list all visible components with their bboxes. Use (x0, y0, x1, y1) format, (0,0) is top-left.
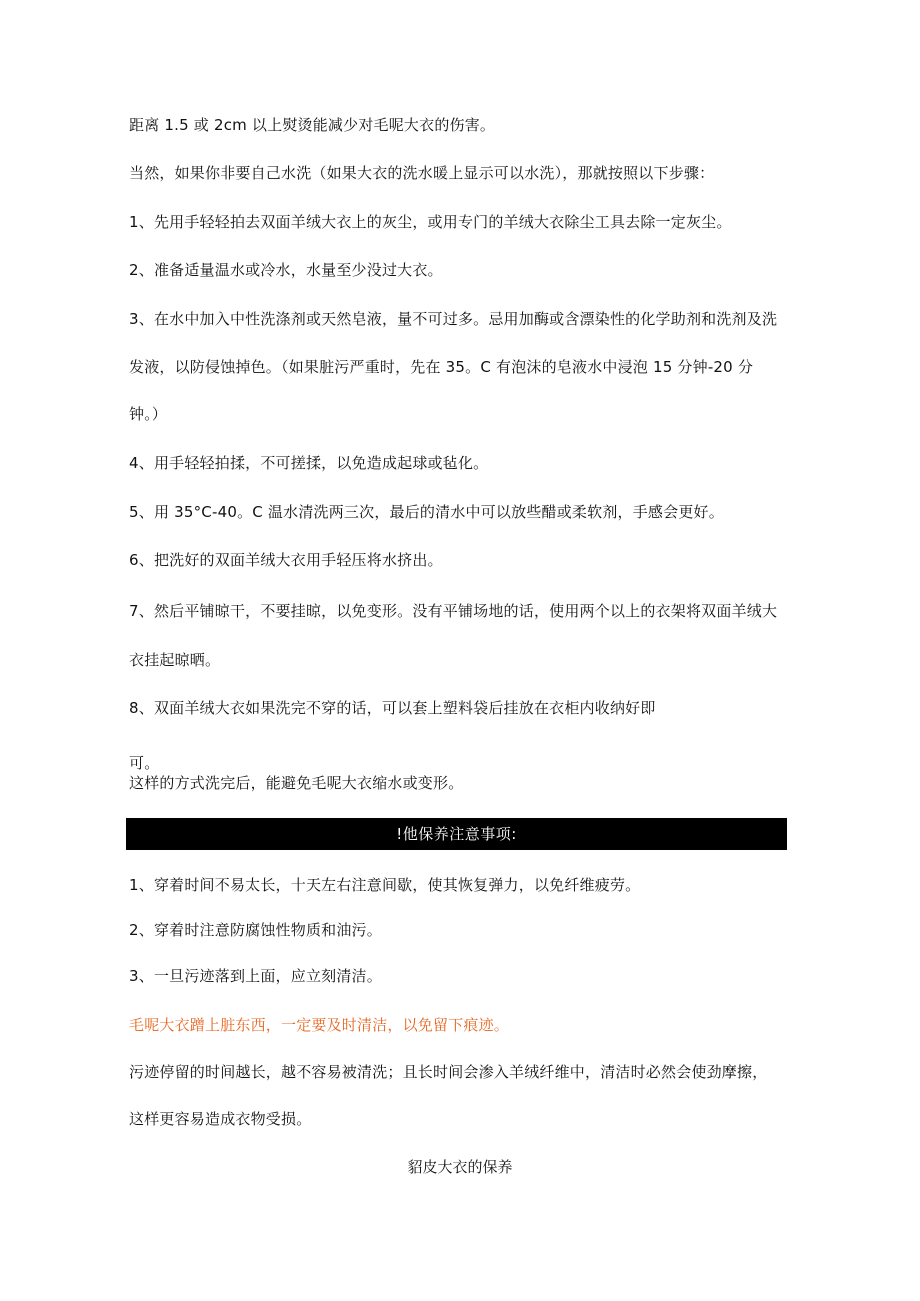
step-5: 5、用 35°C-40。C 温水清洗两三次，最后的清水中可以放些醋或柔软剂，手感会更好。 (129, 503, 724, 521)
note-2: 2、穿着时注意防腐蚀性物质和油污。 (129, 921, 382, 939)
step-7-line-1: 7、然后平铺晾干，不要挂晾，以免变形。没有平铺场地的话，使用两个以上的衣架将双面羊绒大 (129, 602, 778, 620)
section-banner: !他保养注意事项: (126, 818, 787, 850)
highlight-note: 毛呢大衣蹭上脏东西，一定要及时清洁，以免留下痕迹。 (129, 1016, 510, 1034)
step-3-line-3: 钟。） (129, 405, 168, 423)
step-8-line-2: 可。 (129, 754, 160, 772)
step-7-line-2: 衣挂起晾晒。 (129, 651, 221, 669)
step-3-line-2: 发液，以防侵蚀掉色。（如果脏污严重时，先在 35。C 有泡沫的皂液水中浸泡 15 分钟-20 分 (129, 358, 754, 376)
paragraph-after-washing: 这样的方式洗完后，能避免毛呢大衣缩水或变形。 (129, 774, 464, 792)
paragraph-ironing-distance: 距离 1.5 或 2cm 以上熨烫能减少对毛呢大衣的伤害。 (129, 116, 496, 134)
step-1: 1、先用手轻轻拍去双面羊绒大衣上的灰尘，或用专门的羊绒大衣除尘工具去除一定灰尘。 (129, 213, 732, 231)
step-2: 2、准备适量温水或冷水，水量至少没过大衣。 (129, 261, 443, 279)
step-3-line-1: 3、在水中加入中性洗涤剂或天然皂液，量不可过多。忌用加酶或含漂染性的化学助剂和洗剂及洗 (129, 310, 778, 328)
note-4-line-1: 污迹停留的时间越长，越不容易被清洗；且长时间会渗入羊绒纤维中，清洁时必然会使劲摩擦， (129, 1063, 768, 1081)
paragraph-washing-intro: 当然，如果你非要自己水洗（如果大衣的洗水暖上显示可以水洗），那就按照以下步骤： (129, 164, 715, 182)
note-3: 3、一旦污迹落到上面，应立刻清洁。 (129, 967, 382, 985)
section-title: 貂皮大衣的保养 (407, 1158, 513, 1176)
step-6: 6、把洗好的双面羊绒大衣用手轻压将水挤出。 (129, 551, 443, 569)
note-1: 1、穿着时间不易太长，十天左右注意间歇，使其恢复弹力，以免纤维疲劳。 (129, 876, 641, 894)
note-4-line-2: 这样更容易造成衣物受损。 (129, 1110, 312, 1128)
step-8-line-1: 8、双面羊绒大衣如果洗完不穿的话，可以套上塑料袋后挂放在衣柜内收纳好即 (129, 699, 656, 717)
step-4: 4、用手轻轻拍揉，不可搓揉，以免造成起球或毡化。 (129, 454, 489, 472)
